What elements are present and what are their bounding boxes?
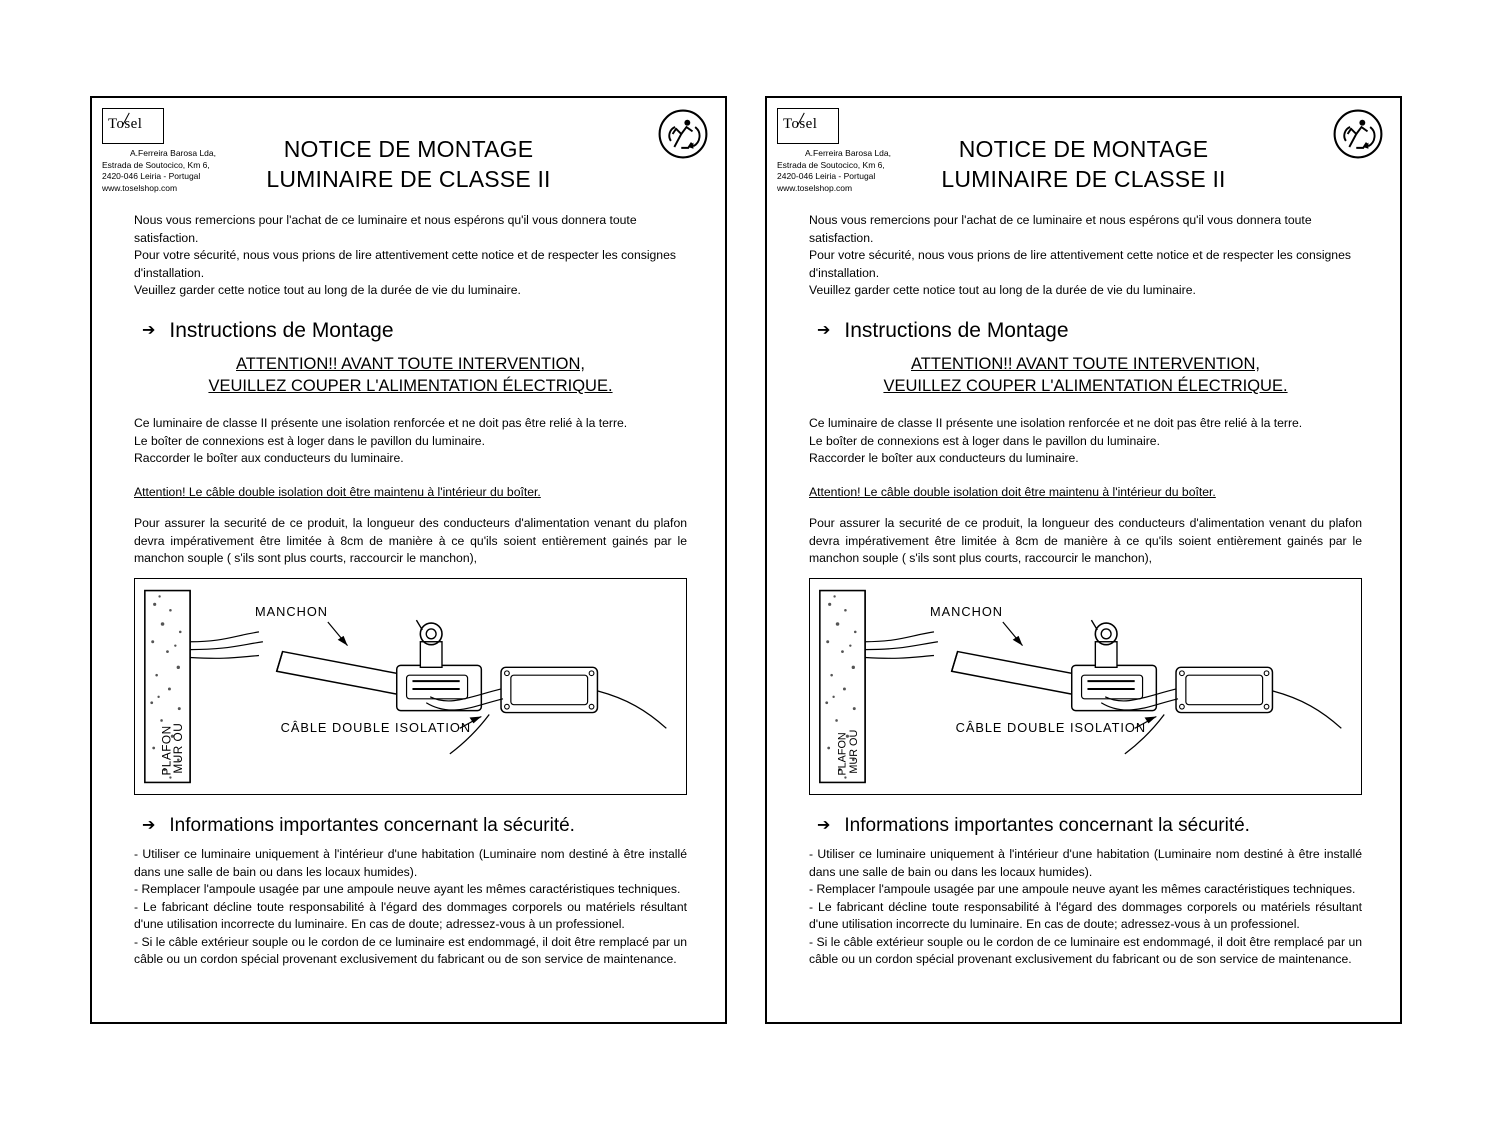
section-securite-label: Informations importantes concernant la sécurité. [169, 814, 575, 836]
notice-sheet-right [765, 96, 1402, 1024]
safety-length-paragraph: Pour assurer la securité de ce produit, la longueur des conducteurs d'alimentation venant du plafon devra impérativement être limitée à 8cm de manière à ce qu'ils soient entièrement gainés par le manchon souple ( s'ils sont plus courts, raccourcir le manchon), [809, 516, 1362, 565]
intro-line-1: Nous vous remercions pour l'achat de ce luminaire et nous espérons qu'il vous donnera toute satisfaction. [134, 213, 637, 245]
intro-line-2: Pour votre sécurité, nous vous prions de lire attentivement cette notice et de respecter les consignes d'installation. [809, 248, 1351, 280]
section-heading-securite [142, 814, 687, 836]
safety-item: - Le fabricant décline toute responsabilité à l'égard des dommages corporels ou matériels résultant d'une utilisation incorrecte du luminaire. En cas de doute; adressez-vous à un professionel. [809, 899, 1362, 931]
brand-address-line1: Estrada de Soutocico, Km 6, [102, 159, 210, 170]
brand-company: A.Ferreira Barosa Lda, [805, 148, 891, 158]
arrow-icon: ➔ [817, 321, 831, 339]
svg-text:MANCHON: MANCHON [255, 603, 328, 619]
wiring-figure [134, 578, 687, 795]
intro-line-3: Veuillez garder cette notice tout au long de la durée de vie du luminaire. [809, 283, 1196, 297]
brand-address-line2: 2420-046 Leiria - Portugal [777, 171, 876, 181]
wiring-diagram [810, 579, 1361, 794]
page-title [767, 134, 1400, 194]
warning-line-2: VEUILLEZ COUPER L'ALIMENTATION ÉLECTRIQUE. [883, 377, 1288, 395]
montage-paragraphs [134, 415, 687, 468]
montage-line-1: Ce luminaire de classe II présente une isolation renforcée et ne doit pas être relié à la terre. [134, 416, 628, 430]
warning-line-1: ATTENTION!! AVANT TOUTE INTERVENTION, [911, 355, 1260, 373]
cable-note: Attention! Le câble double isolation doit être maintenu à l'intérieur du boîter. [134, 484, 541, 499]
brand-address-line2: 2420-046 Leiria - Portugal [102, 171, 201, 181]
tosel-logo-text: Tosel [783, 116, 818, 132]
brand-website: www.toselshop.com [777, 182, 853, 193]
sheet-content [92, 212, 725, 969]
section-montage-label: Instructions de Montage [844, 318, 1069, 342]
brand-address-line1: Estrada de Soutocico, Km 6, [777, 159, 885, 170]
sheet-header [767, 98, 1400, 206]
intro-line-1: Nous vous remercions pour l'achat de ce luminaire et nous espérons qu'il vous donnera toute satisfaction. [809, 213, 1312, 245]
section-heading-securite [817, 814, 1362, 836]
montage-line-2: Le boîter de connexions est à loger dans le pavillon du luminaire. [809, 433, 1160, 448]
svg-text:CÂBLE DOUBLE ISOLATION: CÂBLE DOUBLE ISOLATION [955, 719, 1147, 735]
intro-block [809, 212, 1362, 300]
svg-text:MUR OU: MUR OU [848, 729, 861, 774]
tosel-logo-text: Tosel [108, 116, 143, 132]
safety-item: - Remplacer l'ampoule usagée par une ampoule neuve ayant les mêmes caractéristiques techniques. [809, 882, 1356, 896]
safety-item: - Utiliser ce luminaire uniquement à l'intérieur d'une habitation (Luminaire nom destiné à être installé dans une salle de bain ou dans les locaux humides). [809, 847, 1362, 879]
cable-note: Attention! Le câble double isolation doit être maintenu à l'intérieur du boîter. [809, 484, 1216, 499]
svg-text:PLAFON: PLAFON [836, 731, 849, 776]
section-heading-montage [142, 318, 687, 342]
safety-length-paragraph: Pour assurer la securité de ce produit, la longueur des conducteurs d'alimentation venant du plafon devra impérativement être limitée à 8cm de manière à ce qu'ils soient entièrement gainés par le manchon souple ( s'ils sont plus courts, raccourcir le manchon), [134, 516, 687, 565]
arrow-icon: ➔ [817, 816, 831, 834]
montage-line-3: Raccorder le boîter aux conducteurs du luminaire. [809, 451, 1079, 465]
sheet-content [767, 212, 1400, 969]
safety-item: - Si le câble extérieur souple ou le cordon de ce luminaire est endommagé, il doit être remplacé par un câble ou un cordon spécial provenant exclusivement du fabricant ou de son service de maintenance. [134, 934, 687, 966]
warning-line-2: VEUILLEZ COUPER L'ALIMENTATION ÉLECTRIQUE. [208, 377, 613, 395]
sheet-header [92, 98, 725, 206]
intro-line-2: Pour votre sécurité, nous vous prions de lire attentivement cette notice et de respecter les consignes d'installation. [134, 248, 676, 280]
section-securite-label: Informations importantes concernant la sécurité. [844, 814, 1250, 836]
svg-text:MUR OU: MUR OU [171, 722, 186, 774]
recycling-man-icon [1332, 108, 1384, 160]
title-line-1: NOTICE DE MONTAGE [958, 136, 1209, 162]
brand-website: www.toselshop.com [102, 182, 178, 193]
brand-company: A.Ferreira Barosa Lda, [130, 148, 216, 158]
safety-item: - Si le câble extérieur souple ou le cordon de ce luminaire est endommagé, il doit être remplacé par un câble ou un cordon spécial provenant exclusivement du fabricant ou de son service de maintenance. [809, 934, 1362, 966]
svg-text:CÂBLE DOUBLE ISOLATION: CÂBLE DOUBLE ISOLATION [280, 719, 472, 735]
svg-text:PLAFON: PLAFON [159, 724, 174, 776]
montage-paragraphs [809, 415, 1362, 468]
safety-list [809, 846, 1362, 969]
warning-block [809, 353, 1362, 397]
recycling-man-icon [657, 108, 709, 160]
safety-item: - Le fabricant décline toute responsabilité à l'égard des dommages corporels ou matériels résultant d'une utilisation incorrecte du luminaire. En cas de doute; adressez-vous à un professionel. [134, 899, 687, 931]
svg-text:MANCHON: MANCHON [930, 603, 1003, 619]
warning-block [134, 353, 687, 397]
title-line-1: NOTICE DE MONTAGE [283, 136, 534, 162]
title-line-2: LUMINAIRE DE CLASSE II [941, 166, 1226, 192]
safety-item: - Utiliser ce luminaire uniquement à l'intérieur d'une habitation (Luminaire nom destiné à être installé dans une salle de bain ou dans les locaux humides). [134, 847, 687, 879]
arrow-icon: ➔ [142, 321, 156, 339]
intro-block [134, 212, 687, 300]
safety-list [134, 846, 687, 969]
warning-line-1: ATTENTION!! AVANT TOUTE INTERVENTION, [236, 355, 585, 373]
wiring-diagram [135, 579, 686, 794]
notice-sheet-left [90, 96, 727, 1024]
section-montage-label: Instructions de Montage [169, 318, 394, 342]
montage-line-3: Raccorder le boîter aux conducteurs du luminaire. [134, 451, 404, 465]
montage-line-2: Le boîter de connexions est à loger dans le pavillon du luminaire. [134, 433, 485, 448]
montage-line-1: Ce luminaire de classe II présente une isolation renforcée et ne doit pas être relié à la terre. [809, 416, 1303, 430]
page-title [92, 134, 725, 194]
arrow-icon: ➔ [142, 816, 156, 834]
safety-item: - Remplacer l'ampoule usagée par une ampoule neuve ayant les mêmes caractéristiques techniques. [134, 882, 681, 896]
intro-line-3: Veuillez garder cette notice tout au long de la durée de vie du luminaire. [134, 283, 521, 297]
title-line-2: LUMINAIRE DE CLASSE II [266, 166, 551, 192]
section-heading-montage [817, 318, 1362, 342]
wiring-figure [809, 578, 1362, 795]
